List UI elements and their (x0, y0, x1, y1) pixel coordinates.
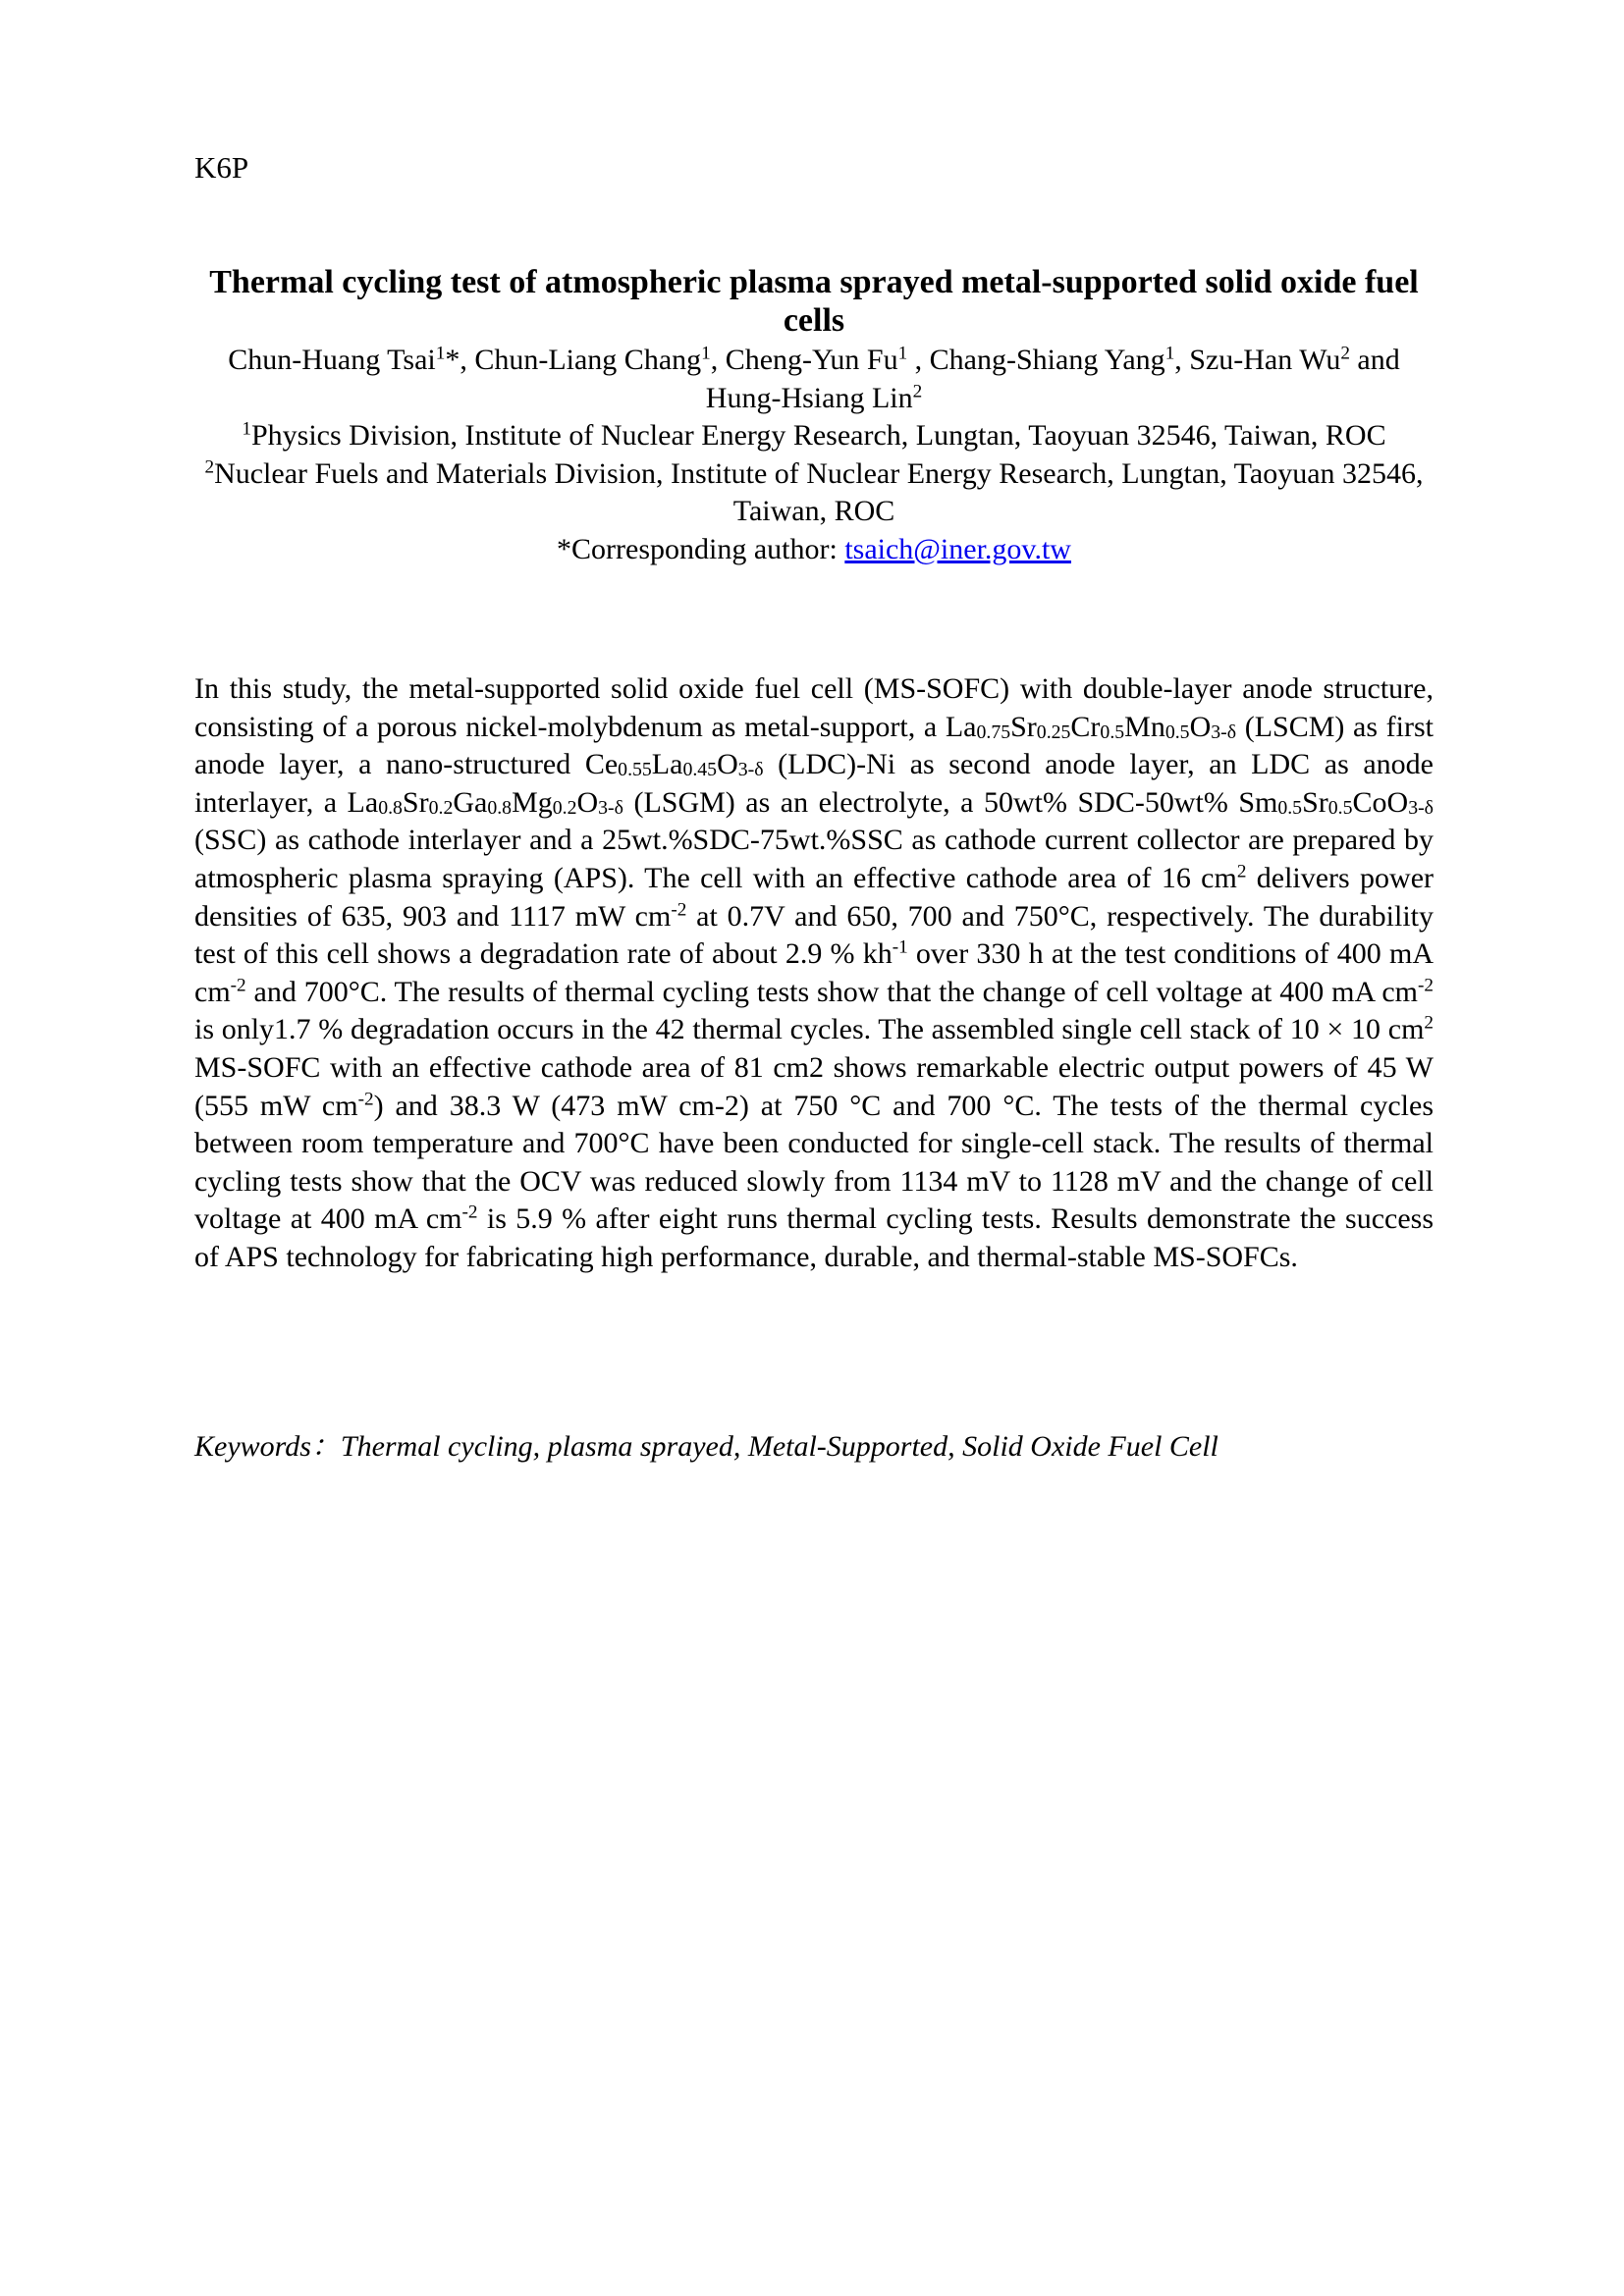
author-name: Cheng-Yun Fu (725, 344, 898, 376)
affiliation-text: Physics Division, Institute of Nuclear Energy Research, Lungtan, Taoyuan 32546, Taiwan, ROC (250, 419, 1386, 452)
affiliation-1 (194, 417, 1434, 455)
affiliation-number: 2 (204, 455, 215, 477)
author-affiliation-mark: 2 (912, 380, 923, 401)
author-affiliation-mark: 1 (1164, 343, 1175, 364)
author-name: Chun-Liang Chang (474, 344, 702, 376)
author-affiliation-mark: 1 (897, 343, 908, 364)
author-name: Szu-Han Wu (1189, 344, 1341, 376)
abstract-body: In this study, the metal-supported solid oxide fuel cell (MS-SOFC) with double-layer anode structure, consisting of a porous nickel-molybdenum as metal-support, a $La_{0.75}Sr_{0.25}Cr_{0.5}Mn_{0.5}O_{3-\delta}$ (LSCM) as first anode layer, a nano-structured $Ce_{0.55}La_{0.45}O_{3-\delta}$ (LDC)-Ni as second anode layer, an LDC as anode interlayer, a $La_{0.8}Sr_{0.2}Ga_{0.8}Mg_{0.2}O_{3-\delta}$ (LSGM) as an electrolyte, a 50wt% SDC-50wt% $Sm_{0.5}Sr_{0.5}CoO_{3-\delta}$ (SSC) as cathode interlayer and a 25wt.%SDC-75wt.%SSC as cathode current collector are prepared by atmospheric plasma spraying (APS). The cell with an effective cathode area of 16 $cm^2$ delivers power densities of 635, 903 and 1117 mW $cm^{-2}$ at 0.7V and 650, 700 and 750°C, respectively. The durability test of this cell shows a degradation rate of about 2.9 % $kh^{-1}$ over 330 h at the test conditions of 400 mA $cm^{-2}$ and 700°C. The results of thermal cycling tests show that the change of cell voltage at 400 mA $cm^{-2}$ is only1.7 % degradation occurs in the 42 thermal cycles. The assembled single cell stack of 10 × 10 $cm^2$ MS-SOFC with an effective cathode area of 81 cm2 shows remarkable electric output powers of 45 W (555 mW $cm^{-2}$) and 38.3 W (473 mW cm-2) at 750 °C and 700 °C. The tests of the thermal cycles between room temperature and 700°C have been conducted for single-cell stack. The results of thermal cycling tests show that the OCV was reduced slowly from 1134 mV to 1128 mV and the change of cell voltage at 400 mA $cm^{-2}$ is 5.9 % after eight runs thermal cycling tests. Results demonstrate the success of APS technology for fabricating high performance, durable, and thermal-stable MS-SOFCs. (194, 672, 1435, 1273)
paper-title: Thermal cycling test of atmospheric plasma sprayed metal-supported solid oxide fuel cells (209, 264, 1419, 339)
author-affiliation-mark: 1 (701, 343, 711, 364)
author-conjunction: and (1357, 344, 1400, 376)
keywords: Keywords：Thermal cycling, plasma sprayed, Metal-Supported, Solid Oxide Fuel Cell (194, 1430, 1218, 1463)
corresponding-author (194, 531, 1434, 569)
author-list: Chun-Huang Tsai$^1$*, Chun-Liang Chang$^1$, Cheng-Yun Fu$^1$ , Chang-Shiang Yang$^1$, Szu-Han Wu$^2$ and Hung-Hsiang Lin$^2$ (228, 343, 1400, 414)
corresponding-email-link[interactable]: tsaich@iner.gov.tw (844, 532, 1071, 565)
author-affiliation-mark: 2 (1340, 343, 1350, 364)
corresponding-mark: * (445, 344, 460, 376)
affiliation-2 (194, 455, 1434, 531)
author-name: Chun-Huang Tsai (228, 344, 436, 376)
affiliation-text: Nuclear Fuels and Materials Division, Institute of Nuclear Energy Research, Lungtan, Taoyuan 32546, Taiwan, ROC (214, 456, 1424, 527)
corresponding-label: *Corresponding author: (557, 532, 845, 565)
abstract-code: K6P (194, 150, 249, 185)
paper-header (194, 263, 1434, 568)
author-affiliation-mark: 1 (435, 343, 446, 364)
affiliation-number: 1 (242, 418, 251, 440)
author-name: Hung-Hsiang Lin (705, 381, 913, 414)
author-name: Chang-Shiang Yang (929, 344, 1165, 376)
